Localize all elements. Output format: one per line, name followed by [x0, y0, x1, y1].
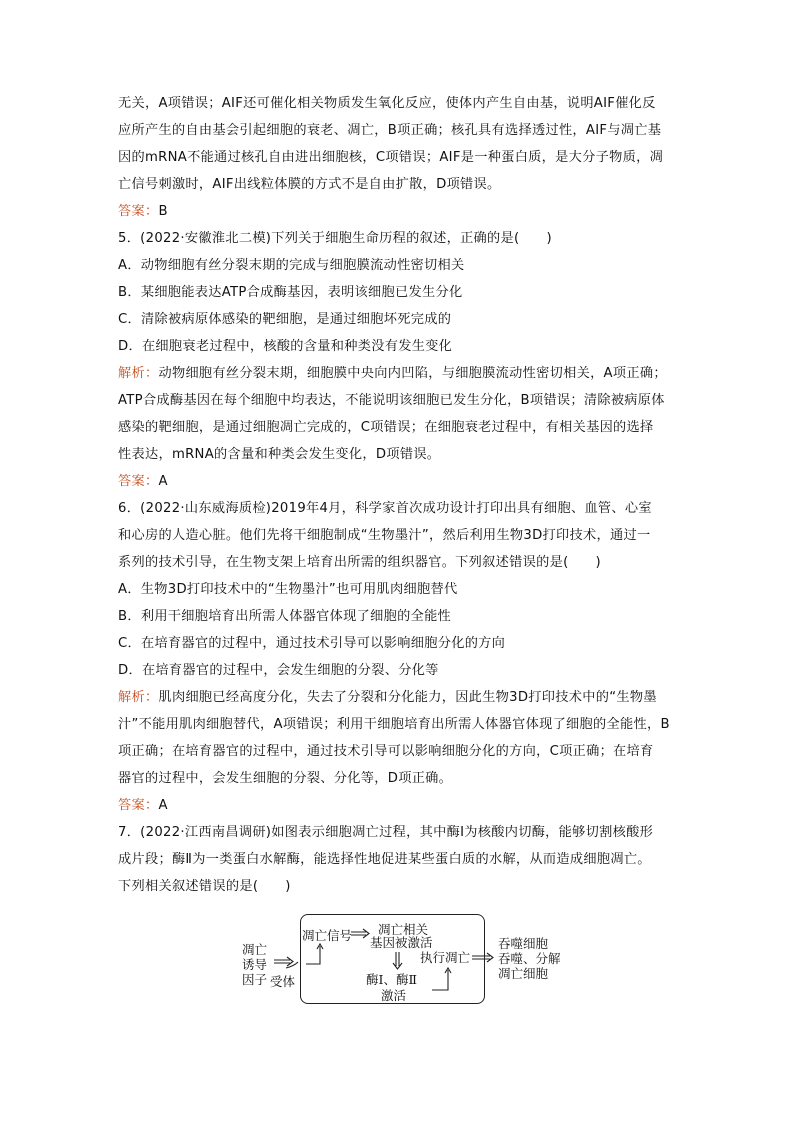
phagocyte-line-1: 吞噬细胞: [498, 936, 549, 951]
apoptosis-diagram: [236, 910, 586, 1010]
enzymes-label-1: 酶Ⅰ、酶Ⅱ: [366, 972, 417, 987]
text-line: B．利用干细胞培育出所需人体器官体现了细胞的全能性: [118, 609, 452, 624]
text-line: 成片段；酶Ⅱ为一类蛋白水解酶，能选择性地促进某些蛋白质的水解，从而造成细胞凋亡。: [118, 852, 651, 867]
answer-line: 答案：A: [118, 798, 168, 813]
answer-label: 答案：: [118, 474, 159, 489]
document-body: [118, 90, 683, 900]
arrow-execute-phagocyte: [472, 953, 493, 962]
text-line: 因的mRNA不能通过核孔自由进出细胞核，C项错误；AIF是一种蛋白质，是大分子物质，凋: [118, 150, 664, 165]
gene-label-1: 凋亡相关: [378, 922, 429, 937]
text-line: 性表达，mRNA的含量和种类会发生变化，D项错误。: [118, 447, 441, 462]
text-line: C．在培育器官的过程中，通过技术引导可以影响细胞分化的方向: [118, 636, 506, 651]
text-line: 5．(2022·安徽淮北二模)下列关于细胞生命历程的叙述，正确的是( ): [118, 231, 552, 246]
inducer-line-3: 因子: [242, 972, 268, 987]
text-line: 系列的技术引导，在生物支架上培育出所需的组织器官。下列叙述错误的是( ): [118, 555, 601, 570]
text-line: 6．(2022·山东威海质检)2019年4月，科学家首次成功设计打印出具有细胞、血管、心室: [118, 501, 652, 516]
arrow-signal-gene: [351, 929, 369, 938]
text-line: ATP合成酶基因在每个细胞中均表达，不能说明该细胞已发生分化，B项错误；清除被病原体: [118, 393, 665, 408]
text-line: 亡信号刺激时，AIF出线粒体膜的方式不是自由扩散，D项错误。: [118, 177, 501, 192]
gene-label-2: 基因被激活: [370, 935, 433, 950]
answer-line: 答案：B: [118, 204, 168, 219]
text-line: 7．(2022·江西南昌调研)如图表示细胞凋亡过程，其中酶Ⅰ为核酸内切酶，能够切割核酸形: [118, 825, 654, 840]
analysis-label: 解析：: [118, 366, 159, 381]
text-line: 项正确；在培育器官的过程中，通过技术引导可以影响细胞分化的方向，C项正确；在培育: [118, 744, 654, 759]
arrow-gene-enzymes: [393, 952, 402, 969]
arrow-up-left: [306, 944, 323, 964]
text-line: 下列相关叙述错误的是( ): [118, 879, 291, 894]
text-line: A．生物3D打印技术中的“生物墨汁”也可用肌肉细胞替代: [118, 582, 458, 597]
diagram-arrows: [236, 910, 586, 1010]
enzymes-label-2: 激活: [381, 988, 407, 1003]
text-line: A．动物细胞有丝分裂末期的完成与细胞膜流动性密切相关: [118, 258, 465, 273]
arrow-inducer-receptor: [274, 957, 293, 966]
receptor-label: 受体: [270, 974, 296, 989]
text-line: 感染的靶细胞，是通过细胞凋亡完成的，C项错误；在细胞衰老过程中，有相关基因的选择: [118, 420, 654, 435]
analysis-line: 解析：动物细胞有丝分裂末期，细胞膜中央向内凹陷，与细胞膜流动性密切相关，A项正确；: [118, 366, 667, 381]
text-line: 器官的过程中，会发生细胞的分裂、分化等，D项正确。: [118, 771, 453, 786]
inducer-line-2: 诱导: [242, 957, 268, 972]
phagocyte-line-2: 吞噬、分解: [498, 951, 561, 966]
execute-label: 执行凋亡: [420, 950, 471, 965]
arrow-enzymes-execute: [432, 968, 451, 990]
text-line: D．在细胞衰老过程中，核酸的含量和种类没有发生变化: [118, 339, 453, 354]
answer-line: 答案：A: [118, 474, 168, 489]
inducer-line-1: 凋亡: [242, 942, 268, 957]
text-line: D．在培育器官的过程中，会发生细胞的分裂、分化等: [118, 663, 439, 678]
text-line: 无关，A项错误；AIF还可催化相关物质发生氧化反应，使体内产生自由基，说明AIF催化反: [118, 96, 656, 111]
analysis-line: 解析：肌肉细胞已经高度分化，失去了分裂和分化能力，因此生物3D打印技术中的“生物墨: [118, 690, 657, 705]
text-line: B．某细胞能表达ATP合成酶基因，表明该细胞已发生分化: [118, 285, 463, 300]
text-line: 汁”不能用肌肉细胞替代，A项错误；利用干细胞培育出所需人体器官体现了细胞的全能性，B: [118, 717, 670, 732]
phagocyte-line-3: 凋亡细胞: [498, 966, 549, 981]
text-line: C．清除被病原体感染的靶细胞，是通过细胞坏死完成的: [118, 312, 452, 327]
answer-label: 答案：: [118, 204, 159, 219]
text-line: 应所产生的自由基会引起细胞的衰老、凋亡，B项正确；核孔具有选择透过性，AIF与凋亡基: [118, 123, 662, 138]
text-line: 和心房的人造心脏。他们先将干细胞制成“生物墨汁”，然后利用生物3D打印技术，通过一: [118, 528, 651, 543]
analysis-label: 解析：: [118, 690, 159, 705]
answer-label: 答案：: [118, 798, 159, 813]
signal-label: 凋亡信号: [302, 928, 353, 943]
